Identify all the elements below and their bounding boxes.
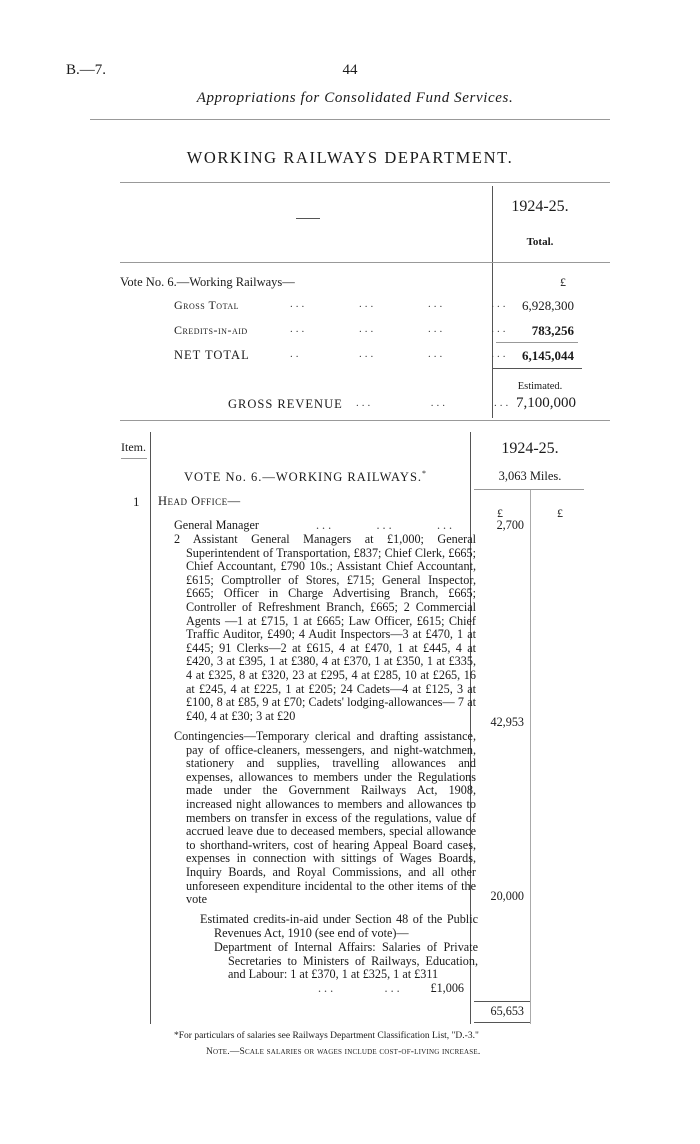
summary-year: 1924-25. [511,198,569,215]
credits-leader: ... ... [318,981,403,995]
subtotal-bottom-rule [474,1022,530,1023]
gross-revenue-value: 7,100,000 [516,395,576,411]
contingencies-paragraph: Contingencies—Temporary clerical and drafting assistance, pay of office-cleaners, messengers, and night-watchmen, stationery and supplies, travelling allowances and expenses, allowances to members under the Regulations made under the Government Railways Act, 1908, increased night allowances to members and allowances to members on transfer in excess of the regulations, value of accrued leave due to deceased members, special allowance to shorthand-writers, cost of hearing Appeal Board cases, expenses in connection with sittings of Wages Boards, Inquiry Boards, and Royal Commissions, and all other unforeseen expenditure incidental to the other items of the vote [174,729,476,907]
gross-revenue-label: GROSS REVENUE [228,397,343,411]
credits-in-aid-value: 783,256 [531,323,574,338]
vote-title-text: VOTE No. 6.—WORKING RAILWAYS. [184,470,423,485]
item-number: 1 [133,494,140,509]
subtotal-value: 65,653 [490,1004,524,1018]
gross-total-leader: ... ... ... ... [290,298,509,310]
page-ref: B.—7. [66,62,107,78]
credits-detail: Department of Internal Affairs: Salaries of Private Secretaries to Ministers of Railways, Education, and Labour: 1 at £370, 1 at £325, 1 at £311 [214,940,478,982]
detail-miles: 3,063 Miles. [498,469,562,483]
detail-year: 1924-25. [501,440,559,457]
summary-short-rule [296,218,320,219]
title-rule [120,182,610,183]
net-total-rule [492,368,582,369]
general-manager-label: General Manager [174,518,259,532]
credits-rule [496,342,578,343]
miles-rule [474,489,584,490]
net-total-label: NET TOTAL [174,348,250,362]
footnote-note: Note.—Scale salaries or wages include cost-of-living increase. [206,1047,481,1057]
vote-label: Vote No. 6.—Working Railways— [120,275,295,289]
amount-subcolumn-rule [530,490,531,1024]
net-total-value: 6,145,044 [522,348,574,363]
currency-col-b: £ [557,506,563,520]
subtotal-top-rule [474,1001,530,1002]
gross-total-label: Gross Total [174,298,239,312]
general-manager-leader: ... ... ... [316,518,456,532]
gross-revenue-leader: ... ... ... [356,397,512,409]
summary-bottom-rule [120,420,610,421]
currency-col-a: £ [497,506,503,520]
vote-title-footnote-mark: * [422,469,428,478]
contingencies-value: 20,000 [490,889,524,903]
vote-title [184,469,427,485]
summary-head-rule [120,262,610,263]
estimated-label: Estimated. [517,381,563,392]
page-number: 44 [342,62,358,78]
summary-currency: £ [560,275,566,289]
credits-in-aid-label: Credits-in-aid [174,323,248,337]
page-subtitle: Appropriations for Consolidated Fund Services. [196,90,514,106]
summary-total-label: Total. [526,236,554,248]
staff-value: 42,953 [490,715,524,729]
staff-paragraph: 2 Assistant General Managers at £1,000; General Superintendent of Transportation, £837; Chief Clerk, £665; Chief Accountant, £790 10s.; Assistant Chief Accountant, £615; Comptroller of Stores, £715; General Inspector, £665; Officer in Charge Advertising Branch, £665; Controller of Refreshment Branch, £665; 2 Commercial Agents —1 at £715, 1 at £665; Law Officer, £615; Chief Traffic Auditor, £490; 4 Audit Inspectors—3 at £470, 1 at £445; 91 Clerks—2 at £615, 4 at £470, 1 at £445, 4 at £420, 3 at £395, 1 at £380, 4 at £370, 1 at £350, 1 at £335, 4 at £325, 8 at £320, 23 at £295, 4 at £285, 10 at £265, 16 at £245, 4 at £225, 1 at £205; 24 Cadets—4 at £125, 3 at £100, 8 at £85, 9 at £70; Cadets' lodging-allowances— 7 at £40, 4 at £30; 3 at £20 [174,532,476,723]
general-manager-value: 2,700 [496,518,524,532]
credits-amount: £1,006 [430,981,464,995]
header-rule [90,119,610,120]
item-header: Item. [121,440,146,454]
gross-total-value: 6,928,300 [522,298,574,313]
section-heading: Head Office— [158,494,241,508]
footnote-classification: *For particulars of salaries see Railways Department Classification List, "D.-3." [174,1031,479,1041]
item-column-rule [150,432,151,1024]
item-header-rule [121,458,147,459]
net-total-leader: .. ... ... ... [290,348,509,360]
credits-in-aid-leader: ... ... ... ... [290,323,509,335]
credits-intro: Estimated credits-in-aid under Section 48 of the Public Revenues Act, 1910 (see end of vote)— [200,912,478,940]
department-title: WORKING RAILWAYS DEPARTMENT. [186,148,514,167]
